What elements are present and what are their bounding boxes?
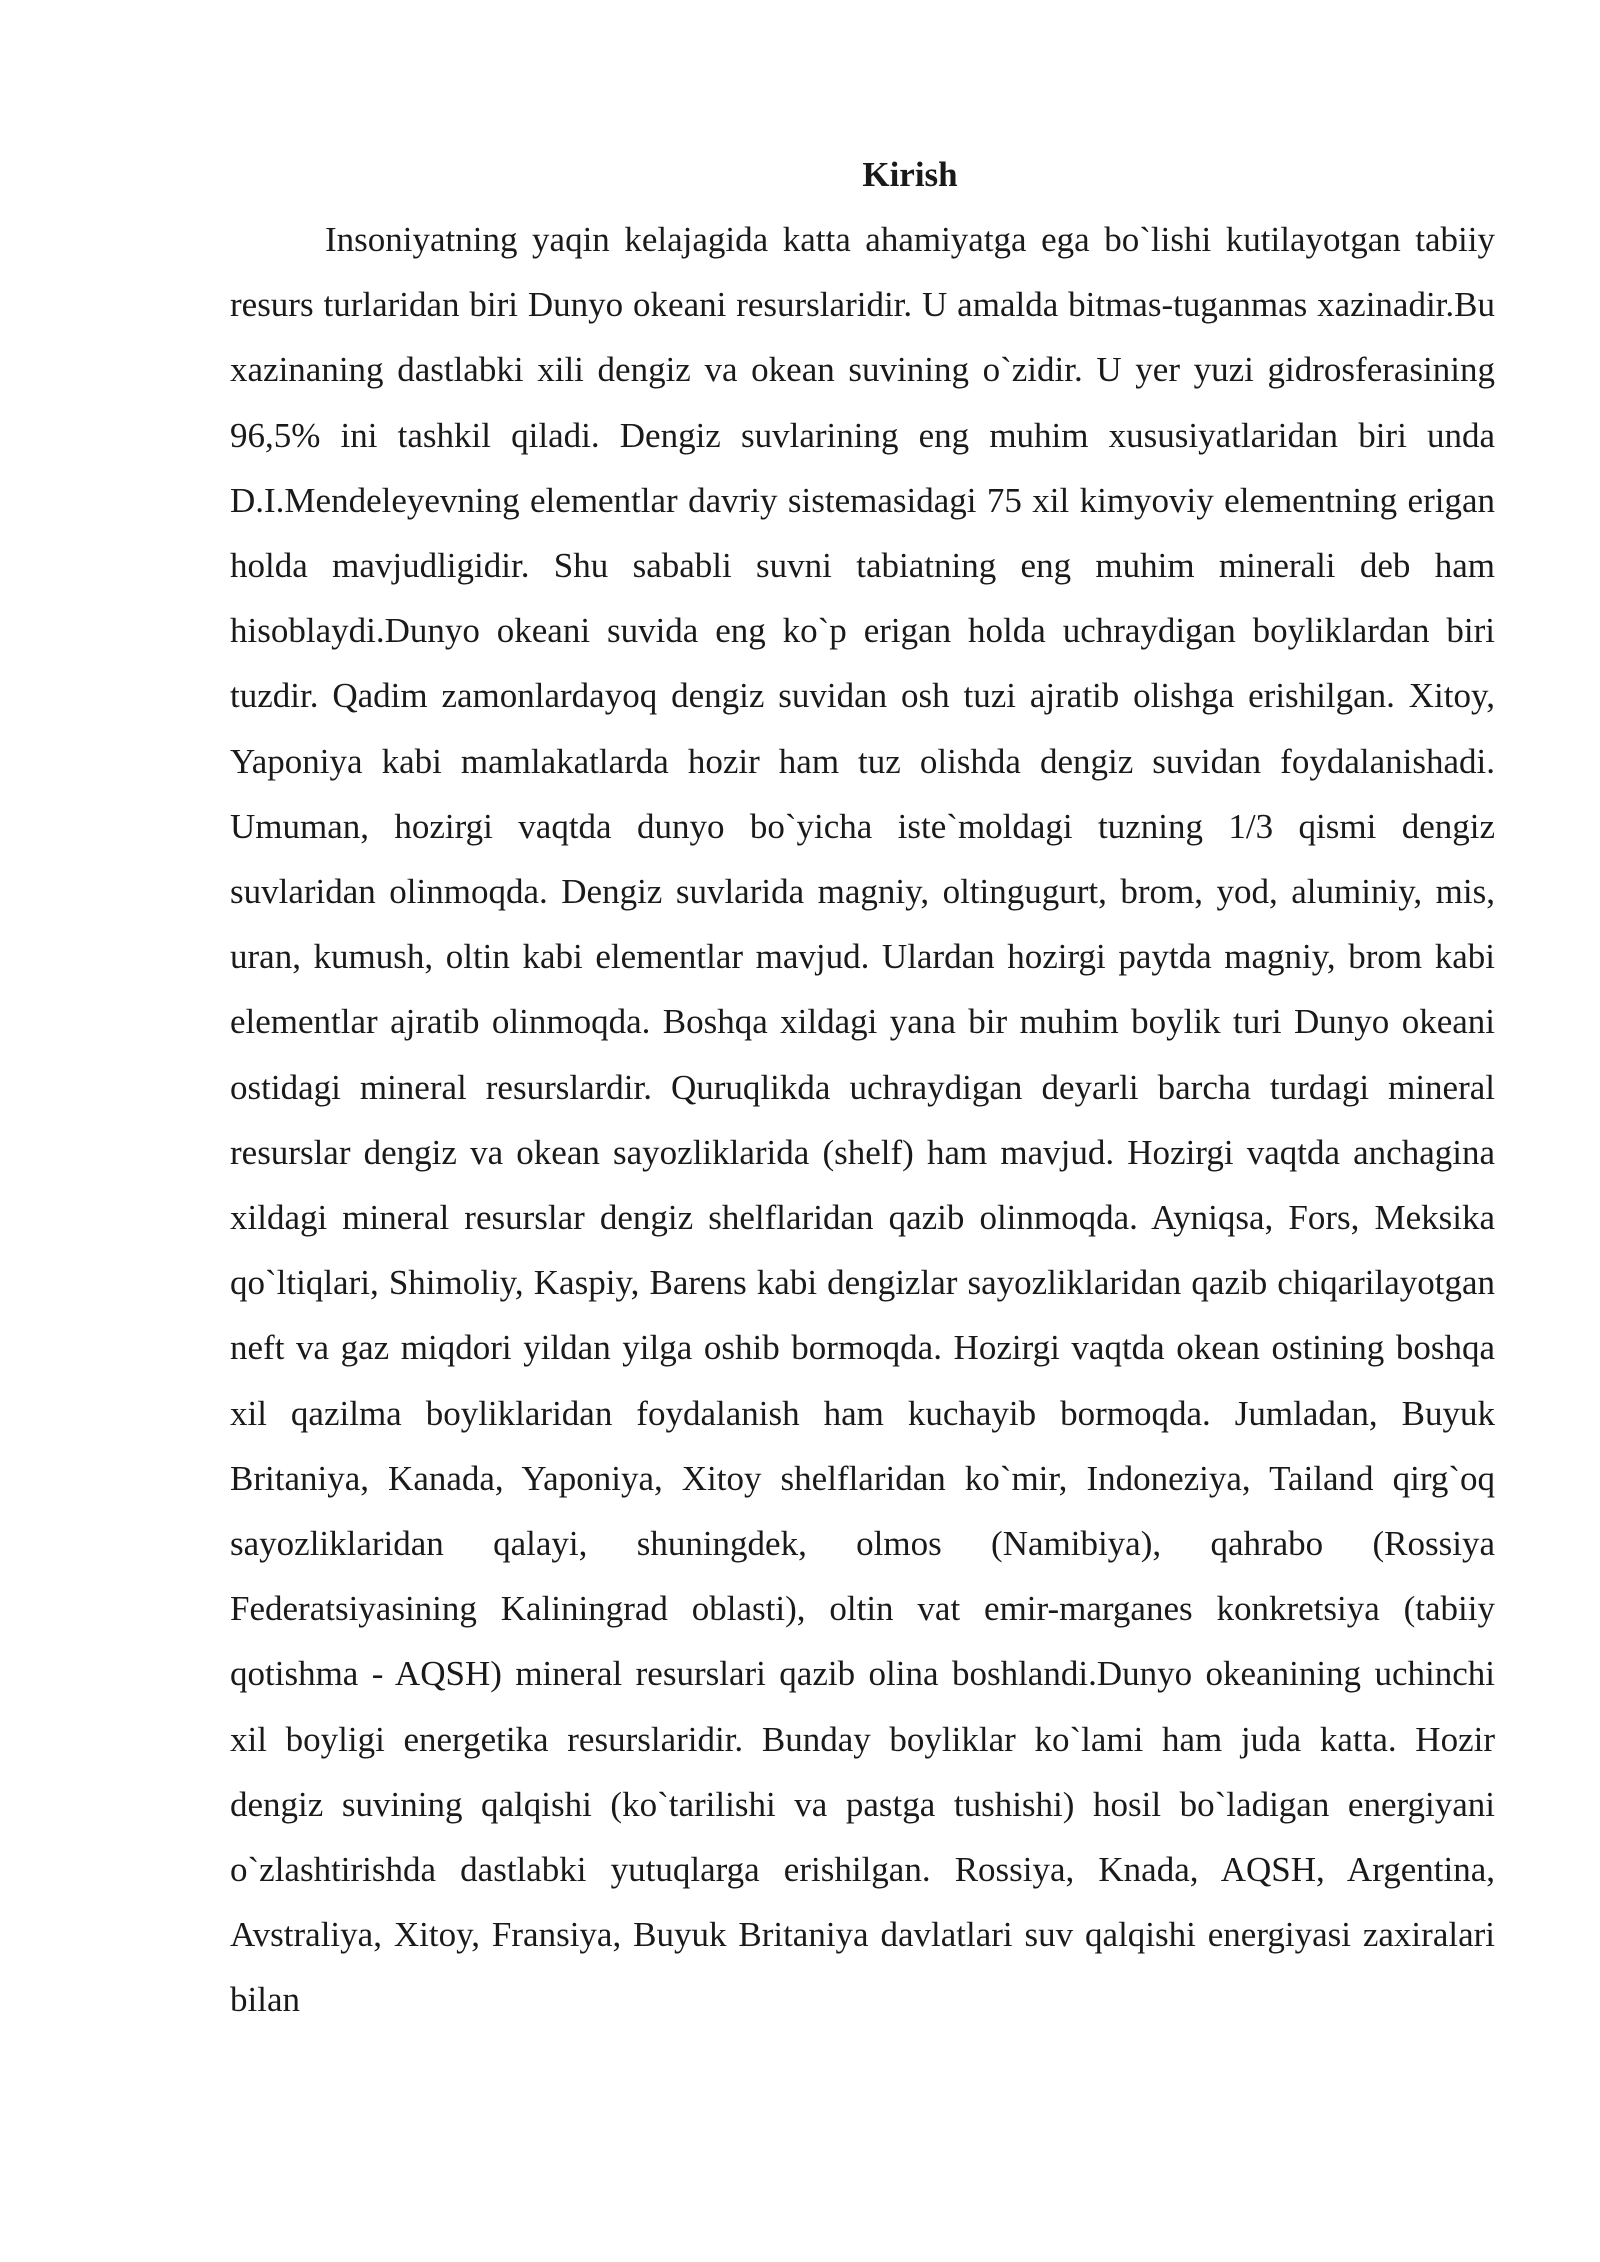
page-content	[230, 142, 1495, 2033]
body-paragraph: Insoniyatning yaqin kelajagida katta ahamiyatga ega bo`lishi kutilayotgan tabiiy resurs turlaridan biri Dunyo okeani resurslaridir. U amalda bitmas-tuganmas xazinadir.Bu xazinaning dastlabki xili dengiz va okean suvining o`zidir. U yer yuzi gidrosferasining 96,5% ini tashkil qiladi. Dengiz suvlarining eng muhim xususiyatlaridan biri unda D.I.Mendeleyevning elementlar davriy sistemasidagi 75 xil kimyoviy elementning erigan holda mavjudligidir. Shu sababli suvni tabiatning eng muhim minerali deb ham hisoblaydi.Dunyo okeani suvida eng ko`p erigan holda uchraydigan boyliklardan biri tuzdir. Qadim zamonlardayoq dengiz suvidan osh tuzi ajratib olishga erishilgan. Xitoy, Yaponiya kabi mamlakatlarda hozir ham tuz olishda dengiz suvidan foydalanishadi. Umuman, hozirgi vaqtda dunyo bo`yicha iste`moldagi tuzning 1/3 qismi dengiz suvlaridan olinmoqda. Dengiz suvlarida magniy, oltingugurt, brom, yod, aluminiy, mis, uran, kumush, oltin kabi elementlar mavjud. Ulardan hozirgi paytda magniy, brom kabi elementlar ajratib olinmoqda. Boshqa xildagi yana bir muhim boylik turi Dunyo okeani ostidagi mineral resurslardir. Quruqlikda uchraydigan deyarli barcha turdagi mineral resurslar dengiz va okean sayozliklarida (shelf) ham mavjud. Hozirgi vaqtda anchagina xildagi mineral resurslar dengiz shelflaridan qazib olinmoqda. Ayniqsa, Fors, Meksika qo`ltiqlari, Shimoliy, Kaspiy, Barens kabi dengizlar sayozliklaridan qazib chiqarilayotgan neft va gaz miqdori yildan yilga oshib bormoqda. Hozirgi vaqtda okean ostining boshqa xil qazilma boyliklaridan foydalanish ham kuchayib bormoqda. Jumladan, Buyuk Britaniya, Kanada, Yaponiya, Xitoy shelflaridan ko`mir, Indoneziya, Tailand qirg`oq sayozliklaridan qalayi, shuningdek, olmos (Namibiya), qahrabo (Rossiya Federatsiyasining Kaliningrad oblasti), oltin vat emir-marganes konkretsiya (tabiiy qotishma - AQSH) mineral resurslari qazib olina boshlandi.Dunyo okeanining uchinchi xil boyligi energetika resurslaridir. Bunday boyliklar ko`lami ham juda katta. Hozir dengiz suvining qalqishi (ko`tarilishi va pastga tushishi) hosil bo`ladigan energiyani o`zlashtirishda dastlabki yutuqlarga erishilgan. Rossiya, Knada, AQSH, Argentina, Avstraliya, Xitoy, Fransiya, Buyuk Britaniya davlatlari suv qalqishi energiyasi zaxiralari bilan	[230, 220, 1495, 2020]
section-title: Kirish	[862, 155, 958, 194]
